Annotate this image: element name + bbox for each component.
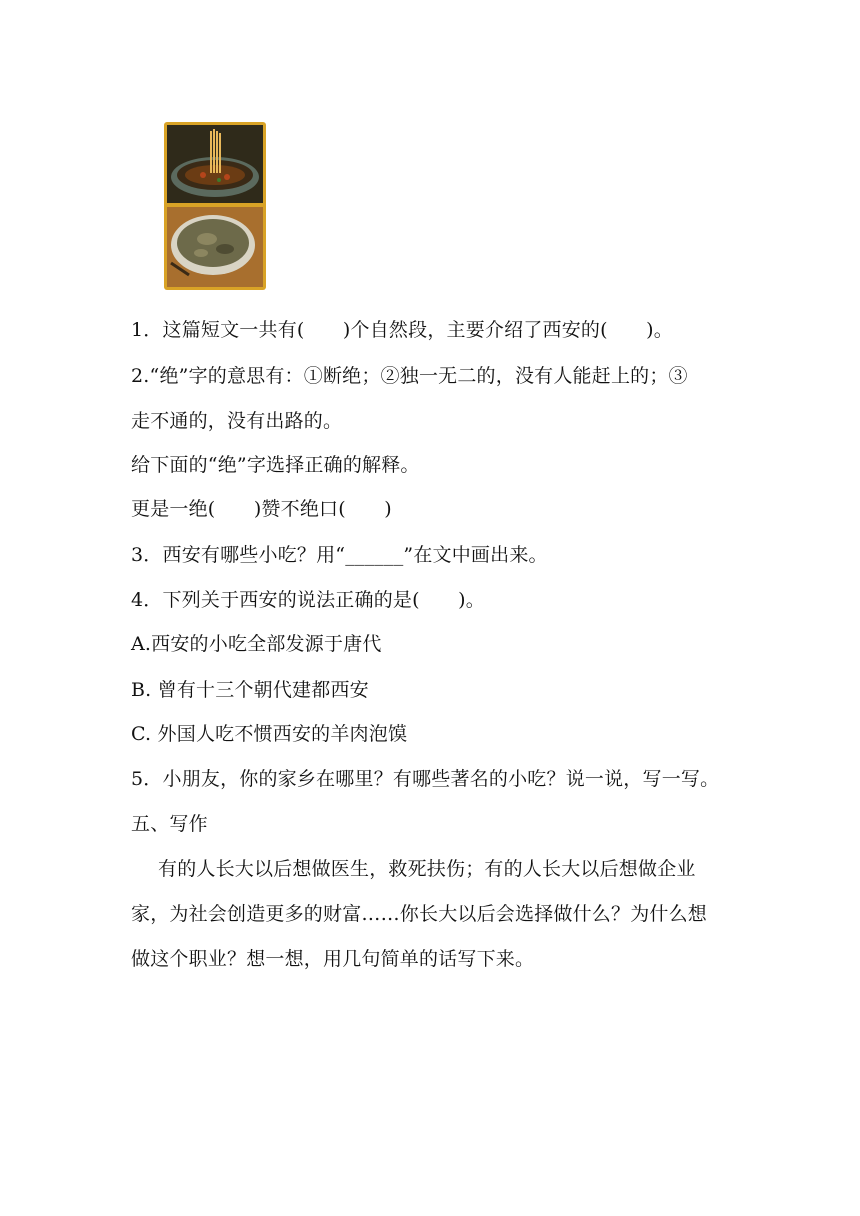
writing-paragraph-line-3: 做这个职业？想一想，用几句简单的话写下来。 (131, 948, 535, 970)
question-3: 3．西安有哪些小吃？用“______”在文中画出来。 (131, 544, 548, 566)
food-photo (164, 122, 266, 290)
question-4: 4．下列关于西安的说法正确的是( )。 (131, 589, 485, 611)
question-2-instruction: 给下面的“绝”字选择正确的解释。 (131, 454, 420, 476)
writing-heading: 五、写作 (131, 813, 208, 835)
question-2-line-1: 2.“绝”字的意思有：①断绝；②独一无二的，没有人能赶上的；③ (131, 365, 688, 387)
food-photo-icon (167, 125, 263, 287)
question-2-items: 更是一绝( )赞不绝口( ) (131, 498, 392, 520)
writing-paragraph-line-2: 家，为社会创造更多的财富……你长大以后会选择做什么？为什么想 (131, 903, 708, 925)
question-1: 1．这篇短文一共有( )个自然段，主要介绍了西安的( )。 (131, 319, 673, 341)
question-5: 5．小朋友，你的家乡在哪里？有哪些著名的小吃？说一说，写一写。 (131, 768, 720, 790)
question-2-line-2: 走不通的，没有出路的。 (131, 410, 343, 432)
writing-paragraph-line-1: 有的人长大以后想做医生，救死扶伤；有的人长大以后想做企业 (158, 858, 696, 880)
question-4-option-c: C. 外国人吃不惯西安的羊肉泡馍 (131, 723, 408, 745)
question-4-option-a: A.西安的小吃全部发源于唐代 (131, 633, 382, 655)
question-4-option-b: B. 曾有十三个朝代建都西安 (131, 679, 369, 701)
